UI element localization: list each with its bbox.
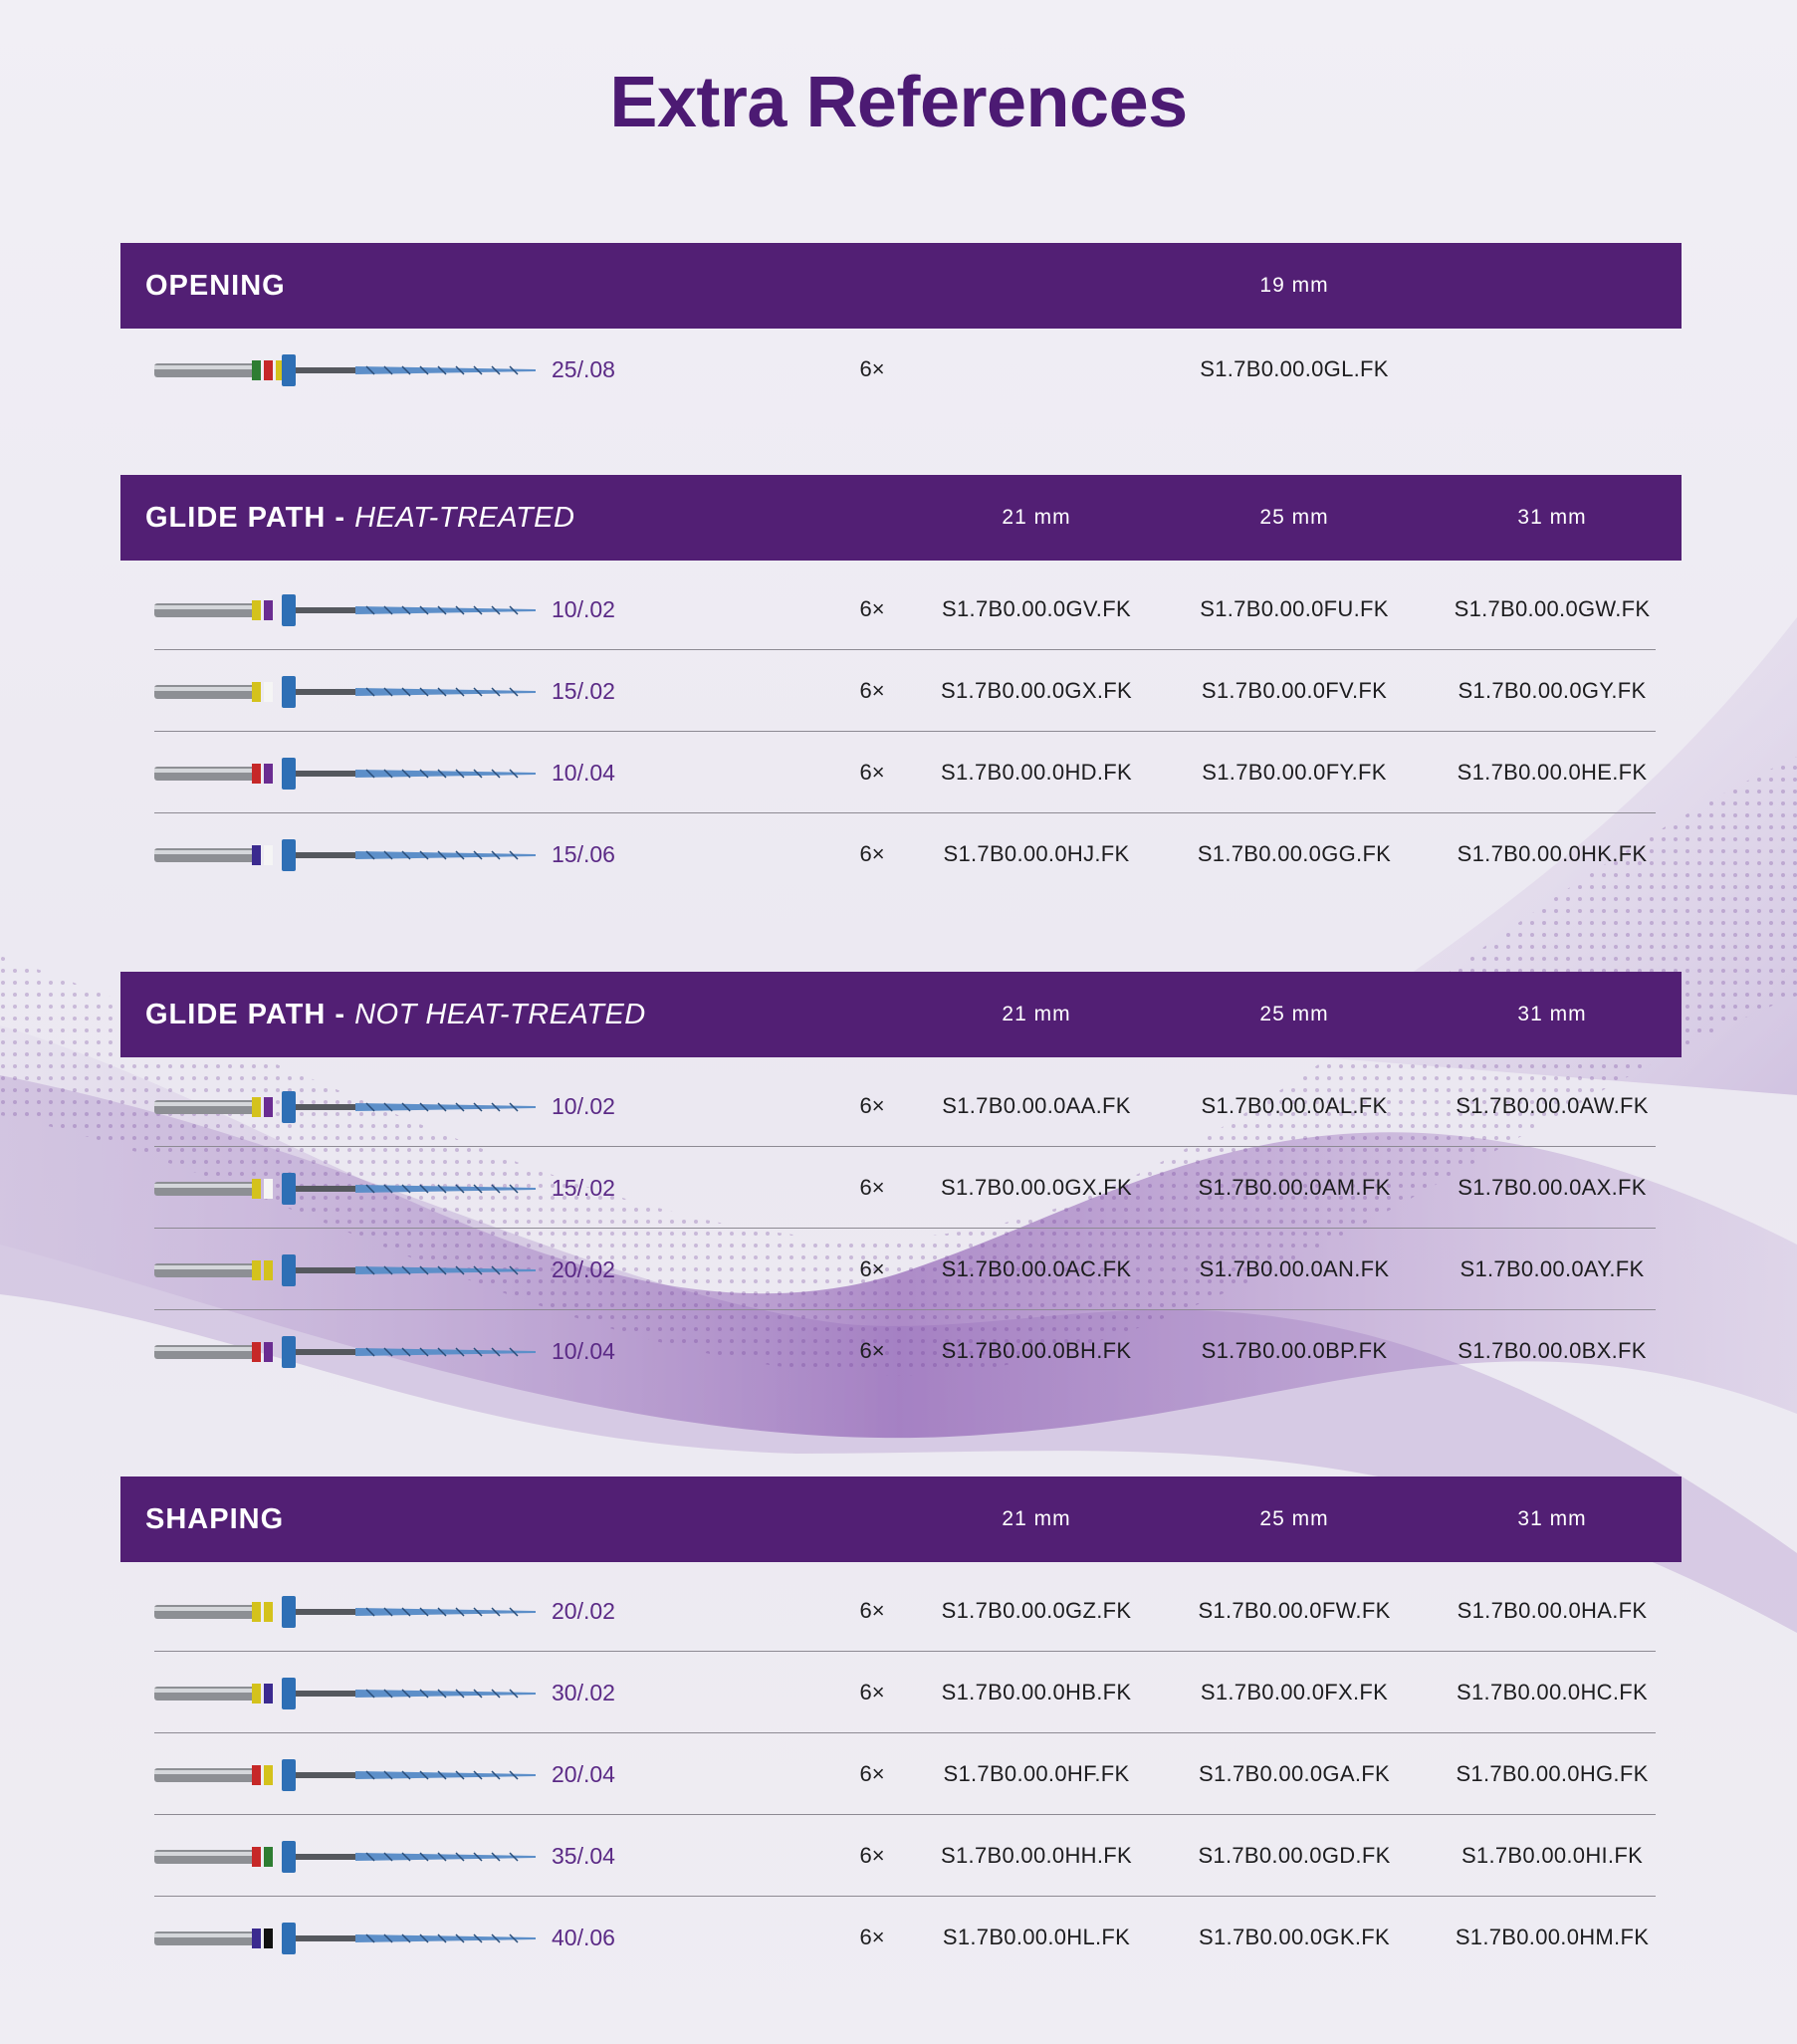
color-band (264, 1097, 273, 1117)
table-row (120, 1733, 1682, 1815)
pack-quantity: 6× (859, 841, 885, 866)
reference-code: S1.7B0.00.0GW.FK (1454, 596, 1651, 621)
reference-code: S1.7B0.00.0FV.FK (1201, 678, 1388, 703)
color-band (264, 845, 273, 865)
reference-section (120, 243, 1682, 410)
pack-quantity: 6× (859, 760, 885, 785)
section-heading-sub: NOT HEAT-TREATED (354, 999, 646, 1030)
reference-code: S1.7B0.00.0GX.FK (941, 678, 1132, 703)
file-instrument-image (152, 1332, 541, 1372)
reference-code: S1.7B0.00.0GY.FK (1458, 678, 1647, 703)
table-row (120, 1652, 1682, 1733)
color-band (252, 682, 261, 702)
reference-code: S1.7B0.00.0AN.FK (1199, 1256, 1390, 1281)
length-column-header: 25 mm (1259, 1003, 1329, 1025)
file-instrument-image (152, 350, 541, 390)
length-column-header: 19 mm (1259, 274, 1329, 297)
reference-code: S1.7B0.00.0HG.FK (1456, 1761, 1649, 1786)
pack-quantity: 6× (859, 596, 885, 621)
file-size: 10/.04 (552, 760, 615, 786)
reference-code: S1.7B0.00.0AX.FK (1458, 1175, 1647, 1200)
reference-code: S1.7B0.00.0HL.FK (942, 1925, 1131, 1949)
reference-code: S1.7B0.00.0FW.FK (1198, 1598, 1391, 1623)
reference-code: S1.7B0.00.0GZ.FK (941, 1598, 1132, 1623)
file-instrument-image (152, 1087, 541, 1127)
length-column-header: 31 mm (1517, 1003, 1587, 1025)
reference-code: S1.7B0.00.0HE.FK (1457, 760, 1648, 785)
file-size: 15/.02 (552, 1175, 615, 1201)
reference-code: S1.7B0.00.0FX.FK (1200, 1680, 1389, 1704)
pack-quantity: 6× (859, 1093, 885, 1118)
color-band (252, 1765, 261, 1785)
pack-quantity: 6× (859, 1175, 885, 1200)
color-band (264, 600, 273, 620)
pack-quantity: 6× (859, 356, 885, 381)
file-instrument-image (152, 835, 541, 875)
file-instrument-image (152, 1250, 541, 1290)
file-instrument-image (152, 1592, 541, 1632)
file-size: 10/.02 (552, 596, 615, 622)
table-row (120, 1815, 1682, 1897)
file-instrument-image (152, 672, 541, 712)
reference-code: S1.7B0.00.0GA.FK (1199, 1761, 1390, 1786)
table-row (120, 1147, 1682, 1229)
color-band (252, 1342, 261, 1362)
length-column-header: 25 mm (1259, 1507, 1329, 1530)
file-size: 25/.08 (552, 356, 615, 382)
length-column-header: 31 mm (1517, 506, 1587, 529)
file-size: 10/.04 (552, 1338, 615, 1364)
file-instrument-image (152, 1919, 541, 1958)
color-band (264, 1342, 273, 1362)
reference-code: S1.7B0.00.0BH.FK (941, 1338, 1132, 1363)
reference-code: S1.7B0.00.0HC.FK (1457, 1680, 1648, 1704)
file-size: 20/.02 (552, 1256, 615, 1282)
reference-code: S1.7B0.00.0AA.FK (942, 1093, 1131, 1118)
length-column-header: 21 mm (1002, 1003, 1071, 1025)
pack-quantity: 6× (859, 1680, 885, 1704)
color-band (252, 1097, 261, 1117)
color-band (252, 764, 261, 784)
reference-code: S1.7B0.00.0HH.FK (941, 1843, 1132, 1868)
color-band (252, 1929, 261, 1948)
file-instrument-image (152, 590, 541, 630)
pack-quantity: 6× (859, 1761, 885, 1786)
length-column-header: 21 mm (1002, 506, 1071, 529)
reference-code: S1.7B0.00.0FU.FK (1200, 596, 1389, 621)
section-heading (145, 475, 574, 561)
color-band (252, 1602, 261, 1622)
length-column-header: 31 mm (1517, 1507, 1587, 1530)
reference-code: S1.7B0.00.0HF.FK (943, 1761, 1130, 1786)
color-band (252, 360, 261, 380)
color-band (264, 1847, 273, 1867)
pack-quantity: 6× (859, 1598, 885, 1623)
section-heading-main: SHAPING (145, 1503, 285, 1535)
table-row (120, 650, 1682, 732)
pack-quantity: 6× (859, 1843, 885, 1868)
reference-code: S1.7B0.00.0GV.FK (942, 596, 1131, 621)
reference-code: S1.7B0.00.0GL.FK (1200, 356, 1389, 381)
file-size: 20/.04 (552, 1761, 615, 1787)
reference-code: S1.7B0.00.0HD.FK (941, 760, 1132, 785)
reference-section (120, 1476, 1682, 1978)
page-title: Extra References (609, 63, 1188, 142)
color-band (252, 845, 261, 865)
reference-code: S1.7B0.00.0GX.FK (941, 1175, 1132, 1200)
reference-code: S1.7B0.00.0AC.FK (941, 1256, 1132, 1281)
color-band (264, 764, 273, 784)
reference-code: S1.7B0.00.0HM.FK (1455, 1925, 1650, 1949)
color-band (264, 360, 273, 380)
color-band (264, 682, 273, 702)
reference-code: S1.7B0.00.0GD.FK (1198, 1843, 1391, 1868)
section-heading-sub: HEAT-TREATED (354, 502, 575, 534)
color-band (252, 1847, 261, 1867)
reference-code: S1.7B0.00.0HB.FK (941, 1680, 1132, 1704)
file-size: 10/.02 (552, 1093, 615, 1119)
table-row (120, 813, 1682, 895)
reference-code: S1.7B0.00.0AL.FK (1201, 1093, 1388, 1118)
pack-quantity: 6× (859, 678, 885, 703)
file-instrument-image (152, 1755, 541, 1795)
section-heading-main: OPENING (145, 270, 286, 302)
reference-code: S1.7B0.00.0BP.FK (1201, 1338, 1388, 1363)
file-instrument-image (152, 754, 541, 794)
color-band (264, 1684, 273, 1703)
reference-code: S1.7B0.00.0BX.FK (1458, 1338, 1647, 1363)
file-size: 20/.02 (552, 1598, 615, 1624)
section-header (120, 1476, 1682, 1562)
length-column-header: 25 mm (1259, 506, 1329, 529)
section-heading (145, 1476, 284, 1562)
table-row (120, 568, 1682, 650)
reference-code: S1.7B0.00.0GK.FK (1199, 1925, 1390, 1949)
file-size: 40/.06 (552, 1925, 615, 1950)
reference-code: S1.7B0.00.0FY.FK (1202, 760, 1387, 785)
reference-code: S1.7B0.00.0HI.FK (1460, 1843, 1644, 1868)
reference-code: S1.7B0.00.0GG.FK (1197, 841, 1392, 866)
file-instrument-image (152, 1674, 541, 1713)
pack-quantity: 6× (859, 1925, 885, 1949)
table-row (120, 329, 1682, 410)
section-heading-main: GLIDE PATH - (145, 999, 355, 1030)
file-instrument-image (152, 1837, 541, 1877)
length-column-header: 21 mm (1002, 1507, 1071, 1530)
table-row (120, 732, 1682, 813)
section-header (120, 475, 1682, 561)
reference-code: S1.7B0.00.0AM.FK (1198, 1175, 1391, 1200)
file-instrument-image (152, 1169, 541, 1209)
table-row (120, 1570, 1682, 1652)
file-size: 35/.04 (552, 1843, 615, 1869)
color-band (264, 1179, 273, 1199)
reference-code: S1.7B0.00.0HJ.FK (943, 841, 1130, 866)
table-row (120, 1065, 1682, 1147)
reference-code: S1.7B0.00.0HK.FK (1457, 841, 1648, 866)
file-size: 15/.06 (552, 841, 615, 867)
reference-section (120, 475, 1682, 895)
section-heading (145, 243, 286, 329)
reference-code: S1.7B0.00.0HA.FK (1457, 1598, 1648, 1623)
section-heading-main: GLIDE PATH - (145, 502, 355, 534)
pack-quantity: 6× (859, 1338, 885, 1363)
color-band (252, 1684, 261, 1703)
color-band (252, 1179, 261, 1199)
color-band (264, 1260, 273, 1280)
table-row (120, 1229, 1682, 1310)
file-size: 15/.02 (552, 678, 615, 704)
section-header (120, 972, 1682, 1057)
reference-code: S1.7B0.00.0AY.FK (1460, 1256, 1645, 1281)
file-size: 30/.02 (552, 1680, 615, 1705)
section-header (120, 243, 1682, 329)
table-row (120, 1310, 1682, 1392)
color-band (264, 1602, 273, 1622)
pack-quantity: 6× (859, 1256, 885, 1281)
color-band (252, 1260, 261, 1280)
color-band (264, 1929, 273, 1948)
color-band (264, 1765, 273, 1785)
color-band (252, 600, 261, 620)
section-heading (145, 972, 646, 1057)
reference-section (120, 972, 1682, 1392)
reference-code: S1.7B0.00.0AW.FK (1456, 1093, 1649, 1118)
table-row (120, 1897, 1682, 1978)
